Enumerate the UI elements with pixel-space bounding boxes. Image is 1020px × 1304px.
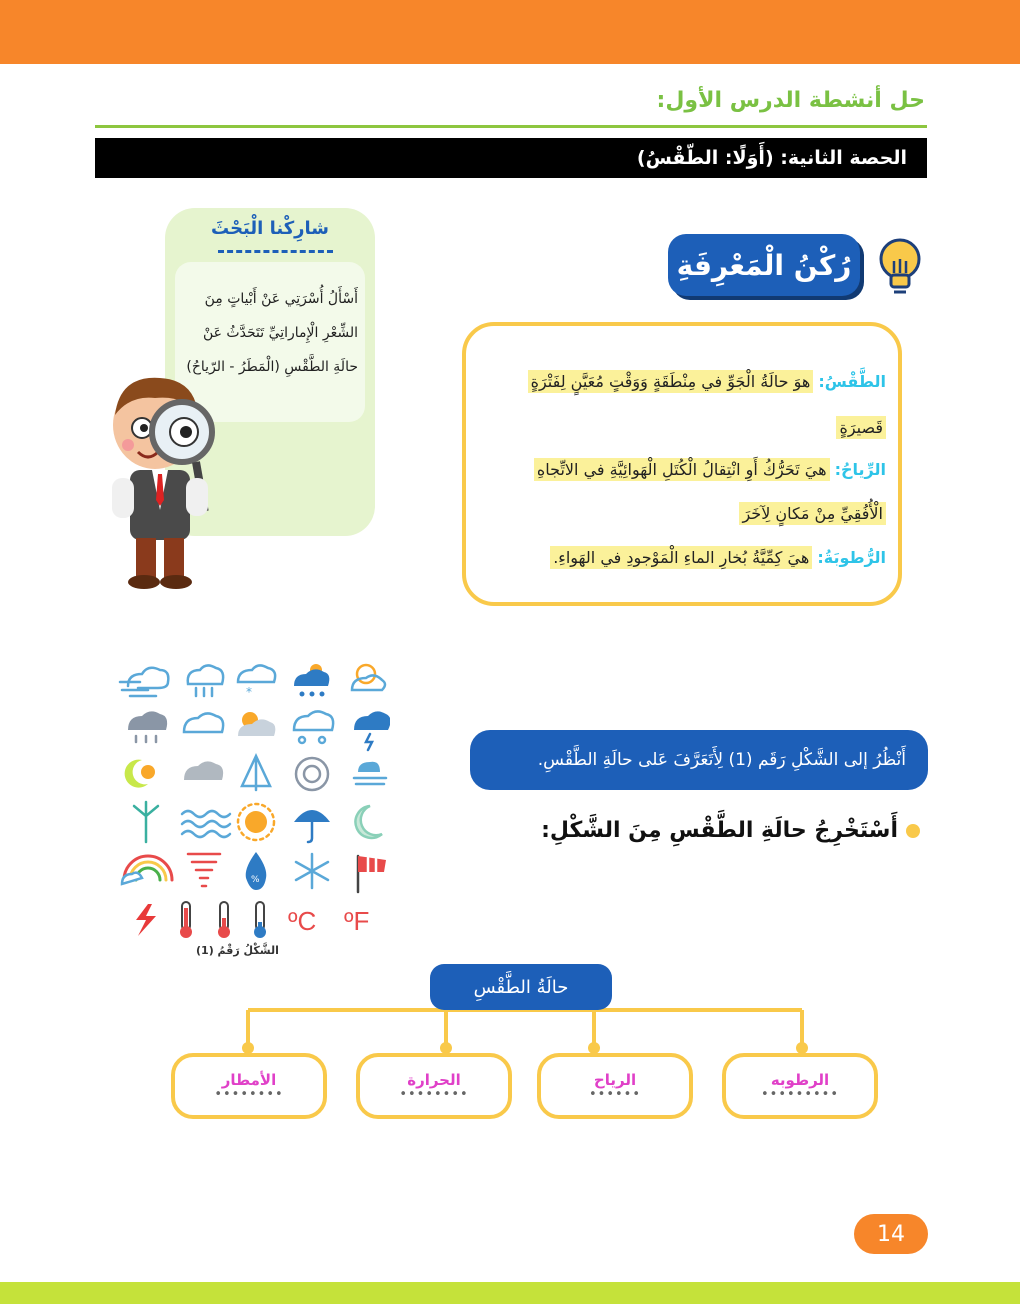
- sun-behind-cloud-icon: [238, 712, 275, 736]
- svg-text:*: *: [246, 685, 252, 699]
- thermometer-hot-icon: [180, 902, 192, 938]
- leaf-label: الأمطار: [221, 1071, 277, 1089]
- weather-icons-grid: [118, 656, 390, 946]
- look-instruction-bar: [470, 730, 928, 790]
- extract-instruction: [541, 818, 920, 843]
- rain-cloud-icon: [188, 665, 223, 696]
- tree-root: [430, 964, 612, 1010]
- wind-turbine-icon: [134, 802, 158, 842]
- windsock-icon: [358, 856, 386, 892]
- definition-winds-cont: [739, 504, 886, 523]
- tree-leaf-winds: [537, 1053, 693, 1119]
- lesson-bar: [95, 138, 927, 178]
- lightning-icon: [136, 904, 156, 936]
- sun-cloud-icon: [352, 665, 385, 690]
- leaf-dots: •••••••••: [760, 1087, 839, 1102]
- definition-term: الطَّقْسُ:: [818, 372, 886, 391]
- leaf-dots: ••••••••: [214, 1087, 284, 1102]
- snowflake-icon: [296, 854, 328, 888]
- grey-cloud-icon: [184, 761, 223, 780]
- tree-leaf-humidity: [722, 1053, 878, 1119]
- humidity-drop-icon: [246, 852, 267, 890]
- celsius-icon: ºC: [288, 906, 317, 936]
- fahrenheit-icon: ºF: [344, 906, 370, 936]
- lightbulb-icon: [876, 237, 924, 295]
- bullet-dot-icon: [906, 824, 920, 838]
- definition-text: الْأُفُقِيِّ مِنْ مَكانٍ لِآخَرَ: [739, 502, 886, 525]
- sun-rain-cloud-icon: [294, 664, 329, 697]
- figure-caption: الشَّكْلُ رَقْمُ (1): [196, 944, 279, 957]
- top-banner: [0, 0, 1020, 64]
- tree-leaf-temperature: [356, 1053, 512, 1119]
- thermometer-mid-icon: [218, 902, 230, 938]
- thermometer-cold-icon: [254, 902, 266, 938]
- umbrella-icon: [294, 810, 330, 842]
- definition-text: هيَ كِمِّيَّةُ بُخارِ الماءِ الْمَوْجودِ في الهَواءِ.: [550, 546, 812, 569]
- hail-cloud-icon: [128, 711, 167, 742]
- knowledge-corner-title: رُكْنُ الْمَعْرِفَةِ: [676, 248, 852, 282]
- tornado-swirl-icon: [296, 758, 328, 790]
- definition-text: قَصيرَةٍ: [836, 416, 886, 439]
- heading-divider: [95, 125, 927, 128]
- tree-leaf-rain: [171, 1053, 327, 1119]
- leaf-dots: ••••••••: [399, 1087, 469, 1102]
- waves-icon: [182, 811, 230, 837]
- definition-winds: [534, 460, 886, 479]
- definition-text: هوَ حالَةُ الْجَوِّ في مِنْطَقَةٍ وَوَقْتٍ مُعَيَّنٍ لِفَتْرَةٍ: [528, 370, 814, 393]
- snow-cloud-icon: [238, 665, 275, 699]
- fog-icon: [354, 762, 386, 784]
- leaf-label: الرطوبه: [770, 1071, 830, 1089]
- crescent-moon-icon: [355, 806, 382, 838]
- leaf-label: الرياح: [593, 1071, 637, 1089]
- page-heading: حل أنشطة الدرس الأول:: [656, 88, 925, 113]
- moon-sun-icon: [125, 760, 155, 788]
- sun-icon: [238, 804, 274, 840]
- look-instruction-text: أَنْظُرُ إلى الشَّكْلِ رَقَم (1) لِأَتَعَرَّفَ عَلى حالَةِ الطَّقْسِ.: [537, 750, 906, 770]
- leaf-dots: ••••••: [588, 1087, 641, 1102]
- windy-cloud-icon: [120, 668, 168, 696]
- storm-cloud-icon: [354, 711, 390, 750]
- definition-weather-cont: [836, 418, 886, 437]
- definition-weather: [528, 372, 886, 391]
- cloud-outline-icon: [184, 713, 223, 732]
- extract-instruction-text: أَسْتَخْرِجُ حالَةِ الطَّقْسِ مِنَ الشَّكْلِ:: [541, 818, 898, 843]
- tree-root-label: حالَةُ الطَّقْسِ: [473, 976, 569, 998]
- bottom-banner: [0, 1282, 1020, 1304]
- definition-text: هيَ تَحَرُّكُ أَوِ انْتِقالُ الْكُتَلِ الْهَوائِيَّةِ في الاتِّجاهِ: [534, 458, 830, 481]
- tornado-icon: [188, 854, 220, 886]
- research-title: شارِكْنا الْبَحْثَ: [211, 218, 329, 239]
- rainbow-icon: [122, 856, 172, 884]
- knowledge-corner-badge: [668, 234, 860, 296]
- definition-term: الرِّياحُ:: [834, 460, 886, 479]
- page-number: 14: [854, 1214, 928, 1254]
- humidity-symbol: %: [251, 875, 260, 885]
- boy-magnifier-icon: [100, 370, 230, 600]
- research-title-underline: [218, 250, 333, 253]
- research-text: أَسْأَلُ أُسْرَتِي عَنْ أَبْياتٍ مِنَ الشِّعْرِ الْإِماراتِيِّ تَتَحَدَّثُ عَنْ حالَةِ الطَّقْسِ (الْمَطَرُ - الرّياحُ): [186, 291, 358, 375]
- leaf-label: الحرارة: [407, 1071, 461, 1089]
- sail-icon: [242, 756, 270, 790]
- sleet-cloud-icon: [294, 711, 333, 743]
- definition-term: الرُّطوبَةُ:: [817, 548, 886, 567]
- definition-humidity: [550, 548, 886, 567]
- lesson-bar-text: الحصة الثانية: (أَوَلًا: الطّقْسُ): [636, 147, 907, 169]
